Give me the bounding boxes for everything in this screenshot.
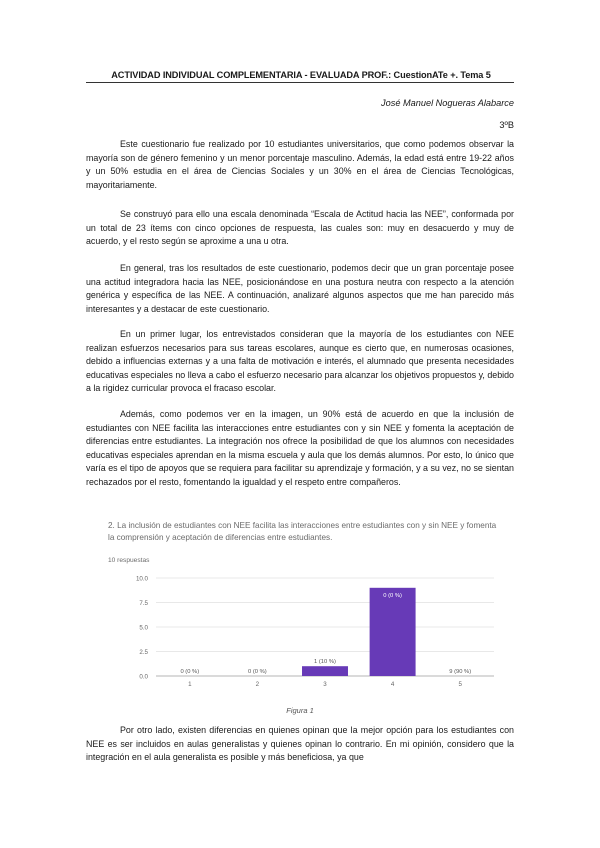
y-tick-label: 0.0 xyxy=(139,673,148,681)
bar xyxy=(370,588,416,676)
data-label: 0 (0 %) xyxy=(383,592,402,599)
paragraph-3: En general, tras los resultados de este cuestionario, podemos decir que un gran porcentaje posee una actitud integradora hacia las NEE, posicionándose en una postura neutra con respecto a la atención genérica y específica de las NEE. A continuación, analizaré algunos aspectos que me han parecido más interesantes y a destacar de este cuestionario. xyxy=(86,263,514,314)
figure-chart xyxy=(108,520,500,688)
y-tick-label: 10.0 xyxy=(135,575,148,583)
paragraph-4: En un primer lugar, los entrevistados consideran que la mayoría de los estudiantes con NEE realizan esfuerzos necesarios para sus tareas escolares, aunque es cierto que, en numerosas ocasiones, debido a influencias externas y a una falta de motivación e interés, el alumnado que presenta necesidades educativas especiales no lleva a cabo el esfuerzo necesario para alcanzar los objetivos propuestos y, debido a la rigidez curricular provoca el fracaso escolar. xyxy=(86,329,514,394)
header-divider xyxy=(86,82,514,83)
paragraph-6: Por otro lado, existen diferencias en quienes opinan que la mejor opción para los estudiantes con NEE es ser incluidos en aulas generalistas y quienes opinan lo contrario. En mi opinión, considero que la integración en el aula generalista es posible y más beneficiosa, ya que xyxy=(86,725,514,763)
bar-chart xyxy=(108,566,500,688)
paragraph-2: Se construyó para ello una escala denominada “Escala de Actitud hacia las NEE”, conformada por un total de 23 ítems con cinco opciones de respuesta, las cuales son: muy en desacuerdo y muy de acuerdo, y el resto según se aproxime a una u otra. xyxy=(86,209,514,247)
y-tick-label: 7.5 xyxy=(139,600,148,607)
x-tick-label: 2 xyxy=(255,681,260,688)
x-tick-label: 4 xyxy=(390,681,395,688)
x-tick-label: 3 xyxy=(323,681,327,688)
y-tick-label: 5.0 xyxy=(139,624,148,632)
data-label: 1 (10 %) xyxy=(314,659,336,666)
data-label: 9 (90 %) xyxy=(449,669,472,675)
bar xyxy=(302,666,348,676)
x-tick-label: 1 xyxy=(188,681,192,688)
chart-response-count: 10 respuestas xyxy=(108,557,150,564)
y-tick-label: 2.5 xyxy=(139,649,148,656)
group-label: 3ºB xyxy=(499,120,514,130)
figure-caption: Figura 1 xyxy=(286,706,314,715)
paragraph-1: Este cuestionario fue realizado por 10 estudiantes universitarios, que como podemos observar la mayoría son de género femenino y un menor porcentaje masculino. Además, la edad está entre 19-22 años y un 50% estudia en el área de Ciencias Sociales y un 30% en el área de Ciencias Tecnológicas, mayoritariamente. xyxy=(86,139,514,190)
paragraph-5: Además, como podemos ver en la imagen, un 90% está de acuerdo en que la inclusión de estudiantes con NEE facilita las interacciones entre estudiantes con y sin NEE y fomenta la aceptación de diferencias entre estudiantes. La integración nos ofrece la posibilidad de que los alumnos con necesidades educativas especiales aprendan en la misma escuela y aula que los demás alumnos. Por esto, lo único que varía es el tipo de apoyos que se requiera para facilitar su aprendizaje y formación, y a su vez, no se sientan rechazados por el resto, fomentando la igualdad y el respeto entre compañeros. xyxy=(86,409,514,487)
author-name: José Manuel Nogueras Alabarce xyxy=(381,98,514,108)
data-label: 0 (0 %) xyxy=(180,669,200,675)
x-tick-label: 5 xyxy=(458,681,462,688)
header-title: ACTIVIDAD INDIVIDUAL COMPLEMENTARIA - EVALUADA PROF.: CuestionATe +. Tema 5 xyxy=(111,70,491,80)
chart-question: 2. La inclusión de estudiantes con NEE facilita las interacciones entre estudiantes con y sin NEE y fomenta la comprensión y aceptación de diferencias entre estudiantes. xyxy=(108,521,497,542)
data-label: 0 (0 %) xyxy=(248,669,267,675)
